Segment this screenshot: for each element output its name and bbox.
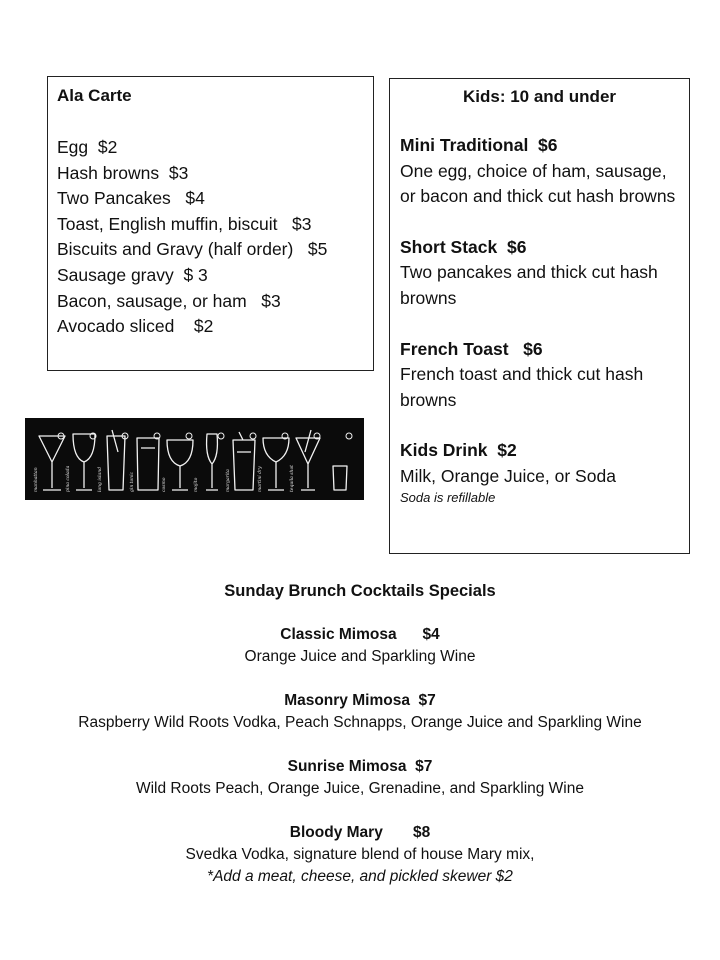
cocktail-glass-icon <box>73 433 96 490</box>
ala-carte-item-toast: Toast, English muffin, biscuit $3 <box>57 213 312 234</box>
cocktail-glass-icon <box>107 430 128 490</box>
cocktail-glasses-illustration <box>25 418 364 500</box>
ala-carte-item-pancakes: Two Pancakes $4 <box>57 188 205 209</box>
kids-item-note: Soda is refillable <box>400 489 496 505</box>
kids-item-drink <box>400 438 679 505</box>
cocktail-note: *Add a meat, cheese, and pickled skewer $2 <box>207 868 513 885</box>
kids-item-desc: French toast and thick cut hash browns <box>400 364 644 410</box>
kids-menu-box <box>389 78 690 554</box>
cocktail-desc: Orange Juice and Sparkling Wine <box>244 648 476 665</box>
kids-item-short-stack <box>400 235 679 312</box>
cocktail-glass-label: martini dry <box>258 466 263 492</box>
cocktail-bloody-mary <box>0 822 720 888</box>
cocktail-name: Masonry Mimosa $7 <box>284 692 436 709</box>
kids-item-name: Mini Traditional $6 <box>400 135 558 155</box>
cocktail-glass-label: manhattan <box>34 467 39 492</box>
cocktail-glass-icon <box>263 433 289 490</box>
cocktail-glass-label: cosmo <box>162 477 167 492</box>
cocktail-masonry-mimosa <box>0 690 720 734</box>
ala-carte-item-avocado: Avocado sliced $2 <box>57 316 214 337</box>
cocktail-glasses-banner <box>25 418 364 500</box>
kids-item-name: French Toast $6 <box>400 338 543 359</box>
cocktail-glass-label: gin tonic <box>130 471 135 492</box>
cocktail-glass-icon <box>206 433 224 490</box>
kids-item-desc: Milk, Orange Juice, or Soda <box>400 465 616 486</box>
brunch-cocktails-section <box>0 580 720 888</box>
cocktail-name: Bloody Mary $8 <box>289 824 431 841</box>
cocktail-glass-label: mojito <box>194 477 199 492</box>
ala-carte-item-hash-browns: Hash browns $3 <box>57 162 189 183</box>
kids-item-name: Kids Drink $2 <box>400 440 517 461</box>
brunch-cocktails-title: Sunday Brunch Cocktails Specials <box>224 582 496 600</box>
cocktail-glass-label: pina colada <box>66 465 71 492</box>
cocktail-sunrise-mimosa <box>0 756 720 800</box>
ala-carte-item-sausage-gravy: Sausage gravy $ 3 <box>57 264 208 285</box>
cocktail-desc: Raspberry Wild Roots Vodka, Peach Schnapps, Orange Juice and Sparkling Wine <box>78 714 642 731</box>
kids-menu-title: Kids: 10 and under <box>462 87 617 106</box>
cocktail-classic-mimosa <box>0 624 720 668</box>
cocktail-name: Sunrise Mimosa $7 <box>287 758 433 775</box>
cocktail-name: Classic Mimosa $4 <box>280 626 440 643</box>
cocktail-glass-icon <box>296 430 320 490</box>
cocktail-glass-label: long island <box>98 466 103 492</box>
cocktail-glass-icon <box>333 433 352 490</box>
ala-carte-list <box>57 135 364 340</box>
ala-carte-item-biscuits-gravy: Biscuits and Gravy (half order) $5 <box>57 239 328 260</box>
kids-item-french-toast <box>400 337 679 414</box>
kids-item-desc: Two pancakes and thick cut hash browns <box>400 262 658 308</box>
cocktail-desc: Wild Roots Peach, Orange Juice, Grenadine, and Sparkling Wine <box>135 780 584 797</box>
cocktail-desc: Svedka Vodka, signature blend of house Mary mix, <box>185 846 535 863</box>
ala-carte-title: Ala Carte <box>57 86 132 105</box>
ala-carte-box <box>47 76 374 371</box>
kids-item-desc: One egg, choice of ham, sausage, or bacon and thick cut hash browns <box>400 160 676 207</box>
cocktail-glass-icon <box>39 433 65 490</box>
ala-carte-item-meat: Bacon, sausage, or ham $3 <box>57 290 281 311</box>
kids-item-mini-traditional <box>400 133 679 210</box>
kids-item-name: Short Stack $6 <box>400 236 527 257</box>
cocktail-glass-icon <box>137 433 160 490</box>
cocktail-glass-label: tequila shot <box>290 465 295 492</box>
cocktail-glass-icon <box>167 433 193 490</box>
cocktail-glass-icon <box>233 432 256 490</box>
ala-carte-item-egg: Egg $2 <box>57 137 118 157</box>
cocktail-glass-label: margarita <box>226 469 231 492</box>
